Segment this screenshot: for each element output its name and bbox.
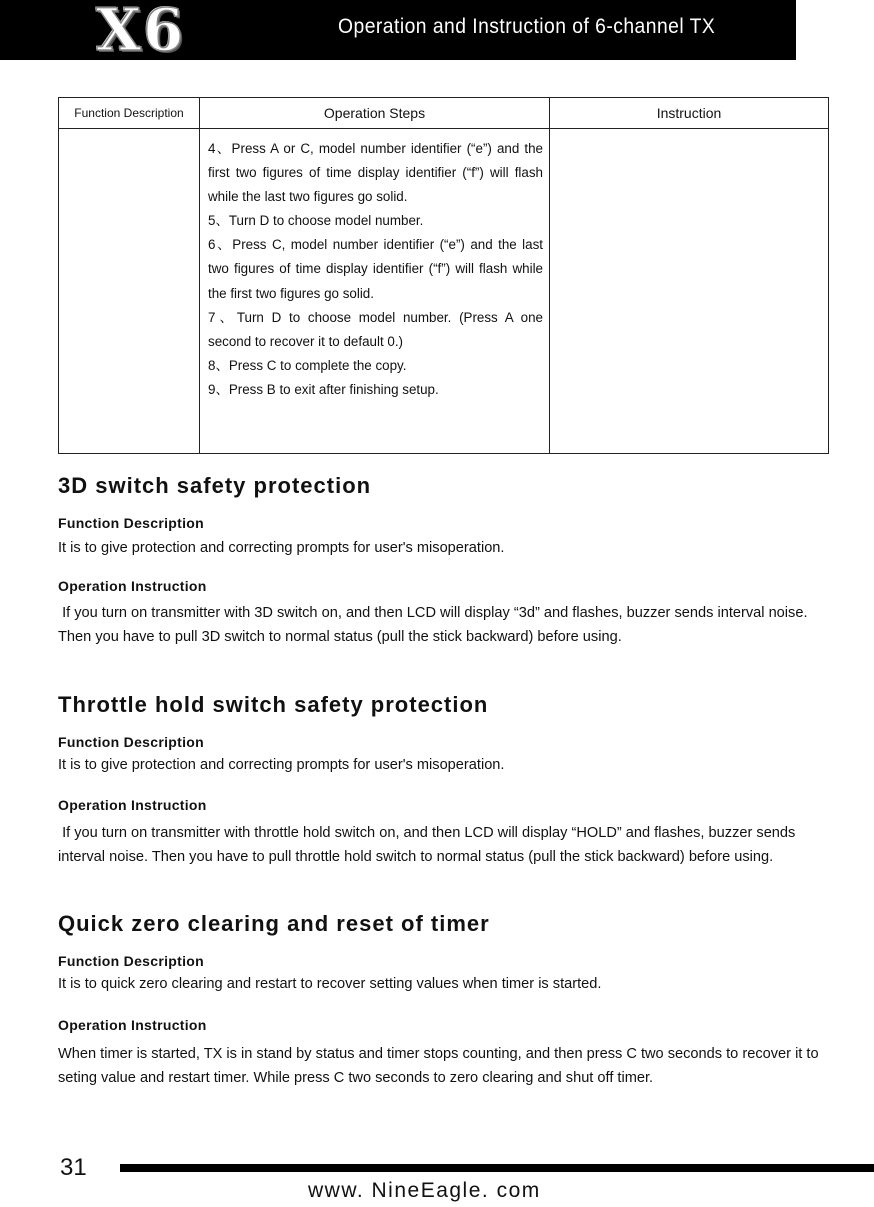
function-description-text: It is to give protection and correcting prompts for user's misoperation. [58, 757, 505, 773]
page-number: 31 [60, 1154, 87, 1181]
footer-rule [120, 1164, 874, 1172]
operation-instruction-text: When timer is started, TX is in stand by status and timer stops counting, and then press C two seconds to recover it to seting value and restart timer. While press C two seconds to zero clearing and shut off timer. [58, 1046, 819, 1086]
header-title: Operation and Instruction of 6-channel TX [338, 15, 716, 38]
footer-url: www. NineEagle. com [308, 1179, 541, 1202]
column-header-instruction: Instruction [550, 98, 829, 129]
step-7: 7、Turn D to choose model number. (Press A one second to recover it to default 0.) [208, 309, 543, 349]
operation-instruction-label: Operation Instruction [58, 1017, 207, 1033]
table-header-row [59, 98, 829, 129]
operation-steps-cell [200, 129, 550, 454]
column-header-steps: Operation Steps [200, 98, 550, 129]
operation-instruction-text: If you turn on transmitter with 3D switch on, and then LCD will display “3d” and flashes, buzzer sends interval noise. Then you have to pull 3D switch to normal status (pull the stick backward) before using. [58, 605, 812, 645]
instruction-cell [550, 129, 829, 454]
section-title-timer-reset: Quick zero clearing and reset of timer [58, 911, 490, 936]
operation-instruction-text: If you turn on transmitter with throttle hold switch on, and then LCD will display “HOLD” and flashes, buzzer sends interval noise. Then you have to pull throttle hold switch to normal status (pull the stick backward) before using. [58, 825, 800, 865]
function-description-text: It is to quick zero clearing and restart to recover setting values when timer is started. [58, 976, 602, 992]
step-8: 8、Press C to complete the copy. [208, 357, 407, 373]
step-9: 9、Press B to exit after finishing setup. [208, 381, 439, 397]
function-description-label: Function Description [58, 953, 204, 969]
section-title-throttle-hold: Throttle hold switch safety protection [58, 692, 489, 717]
step-4: 4、Press A or C, model number identifier (“e”) and the first two figures of time display identifier (“f”) will flash while the last two figures go solid. [208, 141, 543, 205]
step-6: 6、Press C, model number identifier (“e”) and the last two figures of time display identifier (“f”) will flash while the first two figures go solid. [208, 237, 543, 301]
section-title-3d-switch: 3D switch safety protection [58, 473, 372, 498]
function-description-text: It is to give protection and correcting prompts for user's misoperation. [58, 540, 505, 556]
operation-instruction-label: Operation Instruction [58, 578, 207, 594]
function-description-label: Function Description [58, 734, 204, 750]
column-header-function: Function Description [59, 98, 200, 129]
operation-steps-table [58, 97, 829, 454]
function-description-cell [59, 129, 200, 454]
function-description-label: Function Description [58, 515, 204, 531]
operation-instruction-label: Operation Instruction [58, 797, 207, 813]
step-5: 5、Turn D to choose model number. [208, 213, 424, 229]
table-row [59, 129, 829, 454]
page-header [0, 0, 796, 64]
x6-logo: X6 [96, 0, 186, 64]
